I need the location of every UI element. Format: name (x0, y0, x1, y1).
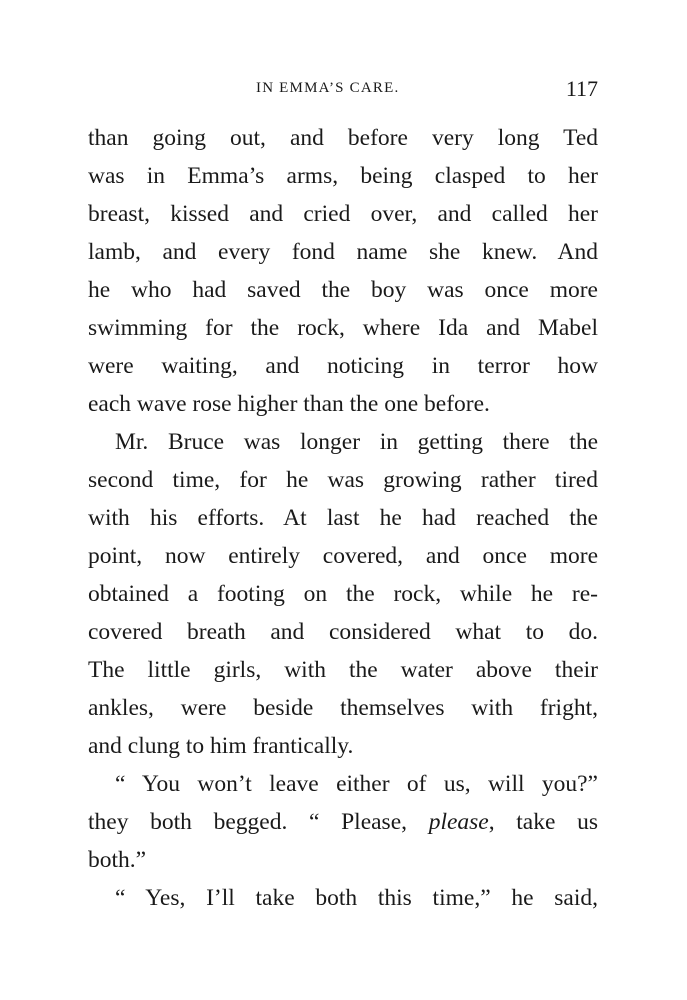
text-line: “ Yes, I’ll take both this time,” he said, (115, 885, 598, 911)
text-line: was in Emma’s arms, being clasped to her (88, 163, 598, 189)
text-line: and clung to him frantically. (88, 733, 354, 759)
text-line: Mr. Bruce was longer in getting there the (115, 429, 598, 455)
text-line: both.” (88, 847, 147, 873)
text-line: The little girls, with the water above their (88, 657, 598, 683)
text-line: breast, kissed and cried over, and called her (88, 201, 598, 227)
text-line: than going out, and before very long Ted (88, 125, 598, 151)
text-line-end: , take us (488, 809, 598, 835)
text-line: “ You won’t leave either of us, will you?” (115, 771, 598, 797)
text-line: lamb, and every fond name she knew. And (88, 239, 598, 265)
running-head (88, 76, 598, 104)
text-line: covered breath and considered what to do. (88, 619, 598, 645)
text-line: swimming for the rock, where Ida and Mabel (88, 315, 598, 341)
text-line: second time, for he was growing rather tired (88, 467, 598, 493)
text-line: obtained a footing on the rock, while he re- (88, 581, 598, 607)
emphasis-please: please (428, 809, 489, 835)
text-line: ankles, were beside themselves with fright, (88, 695, 598, 721)
page-number: 117 (565, 76, 598, 101)
text-line (88, 803, 598, 841)
body-text (88, 119, 598, 917)
text-line: point, now entirely covered, and once more (88, 543, 598, 569)
text-line-start: they both begged. “ Please, (88, 809, 429, 835)
text-line: each wave rose higher than the one before. (88, 391, 490, 417)
running-title: IN EMMA’S CARE. (256, 80, 400, 96)
text-line: were waiting, and noticing in terror how (88, 353, 598, 379)
text-line: he who had saved the boy was once more (88, 277, 598, 303)
text-line: with his efforts. At last he had reached the (88, 505, 598, 531)
